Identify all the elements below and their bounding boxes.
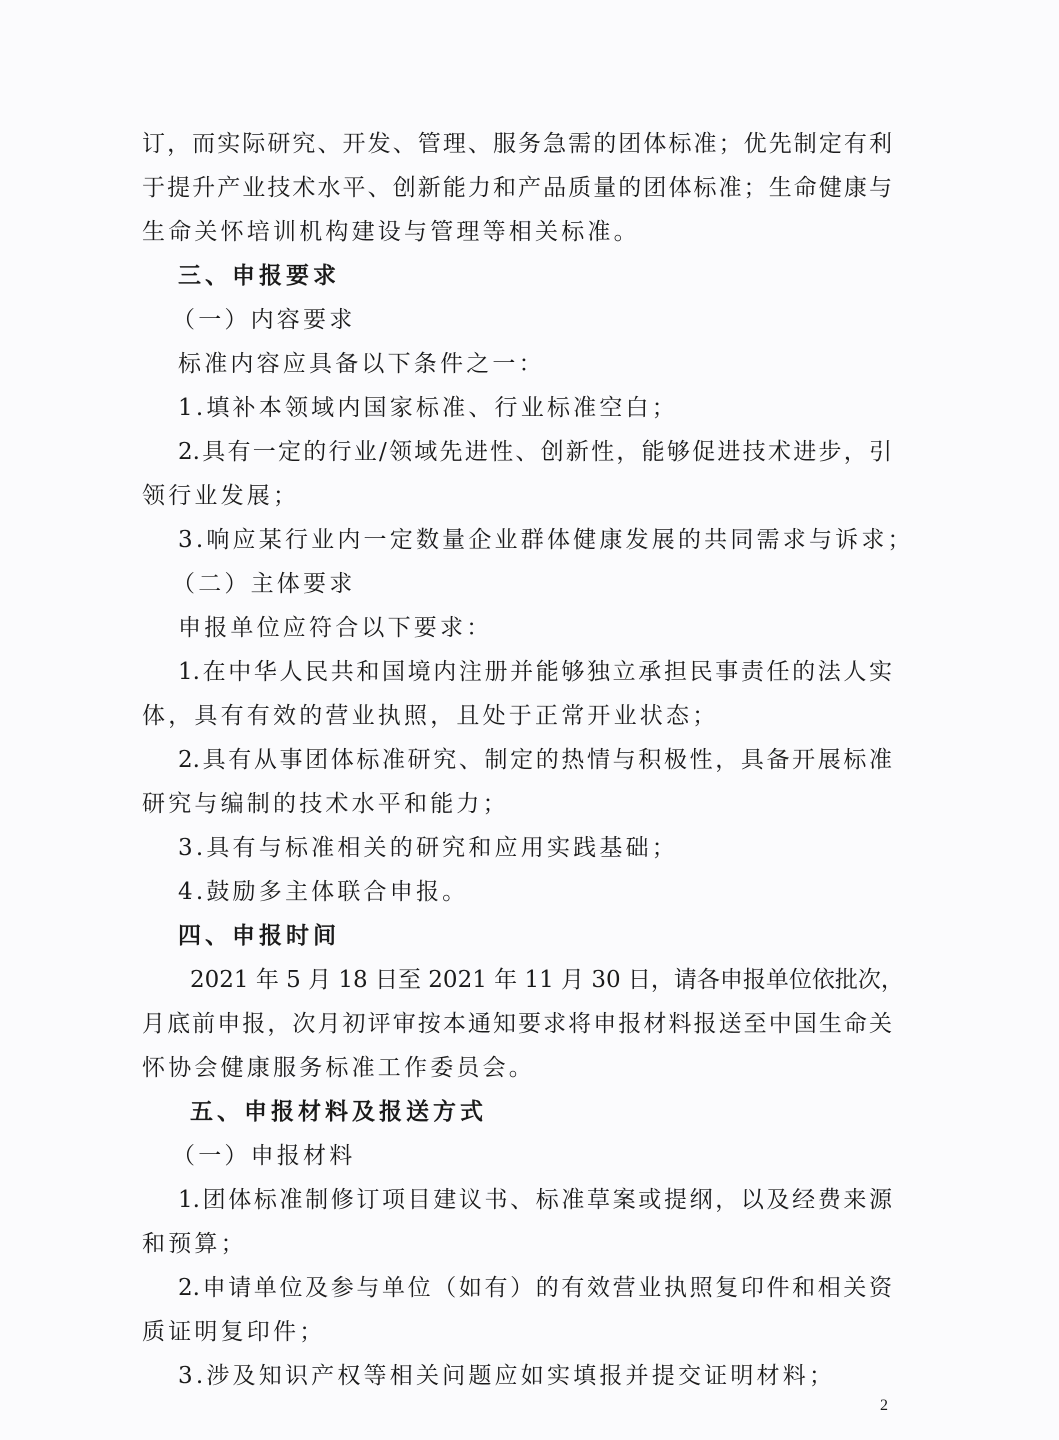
body-text-line: 怀协会健康服务标准工作委员会。 [142,1055,535,1081]
list-item: 3.涉及知识产权等相关问题应如实填报并提交证明材料； [178,1363,836,1389]
list-item: 1.在中华人民共和国境内注册并能够独立承担民事责任的法人实 [178,659,892,685]
body-text-line: 2021 年 5 月 18 日至 2021 年 11 月 30 日，请各申报单位依批次， [190,967,904,993]
subsection-heading: （一）申报材料 [172,1143,356,1169]
list-item: 4.鼓励多主体联合申报。 [178,879,469,905]
list-item: 2.申请单位及参与单位（如有）的有效营业执照复印件和相关资 [178,1275,892,1301]
section-heading-3: 三、申报要求 [178,263,340,289]
body-text-line: 申报单位应符合以下要求： [178,615,493,641]
body-text-line: 研究与编制的技术水平和能力； [142,791,509,817]
list-item: 3.响应某行业内一定数量企业群体健康发展的共同需求与诉求； [178,527,914,553]
body-text-line: 月底前申报，次月初评审按本通知要求将申报材料报送至中国生命关 [142,1011,892,1037]
body-text-line: 订，而实际研究、开发、管理、服务急需的团体标准；优先制定有利 [142,131,892,157]
list-item: 2.具有一定的行业/领域先进性、创新性，能够促进技术进步，引 [178,439,892,465]
body-text-line: 领行业发展； [142,483,300,509]
body-text-line: 和预算； [142,1231,247,1257]
list-item: 3.具有与标准相关的研究和应用实践基础； [178,835,678,861]
list-item: 2.具有从事团体标准研究、制定的热情与积极性，具备开展标准 [178,747,892,773]
subsection-heading: （一）内容要求 [172,307,356,333]
page-number: 2 [880,1397,888,1414]
body-text-line: 体，具有有效的营业执照，且处于正常开业状态； [142,703,719,729]
list-item: 1.团体标准制修订项目建议书、标准草案或提纲，以及经费来源 [178,1187,892,1213]
section-heading-4: 四、申报时间 [178,923,340,949]
body-text-line: 质证明复印件； [142,1319,326,1345]
body-text-line: 标准内容应具备以下条件之一： [178,351,545,377]
section-heading-5: 五、申报材料及报送方式 [190,1099,487,1125]
body-text-line: 生命关怀培训机构建设与管理等相关标准。 [142,219,640,245]
list-item: 1.填补本领域内国家标准、行业标准空白； [178,395,678,421]
subsection-heading: （二）主体要求 [172,571,356,597]
body-text-line: 于提升产业技术水平、创新能力和产品质量的团体标准；生命健康与 [142,175,892,201]
